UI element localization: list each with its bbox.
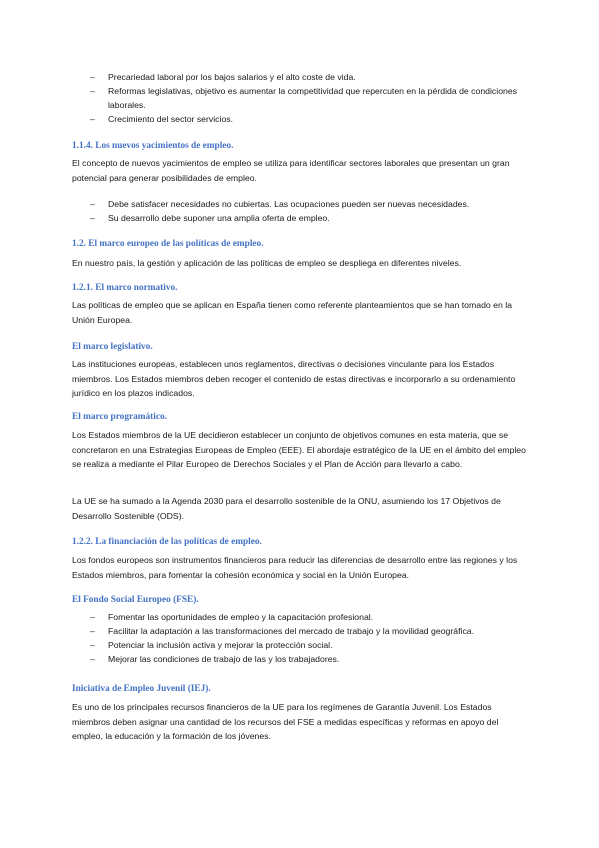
paragraph: Los Estados miembros de la UE decidieron establecer un conjunto de objetivos comunes en esta materia, que se concretaron en una Estrategias Europeas de Empleo (EEE). El abordaje estratégico de la UE en el ámbito del empleo se realiza a mediante el Pilar Europeo de Derechos Sociales y el Plan de Acción para llevarlo a cabo. bbox=[72, 430, 526, 470]
list-item-text: Reformas legislativas, objetivo es aumentar la competitividad que repercuten en la pérdida de condiciones laborales. bbox=[108, 86, 518, 110]
list-item-text: Potenciar la inclusión activa y mejorar la protección social. bbox=[108, 640, 333, 650]
list-item bbox=[72, 112, 529, 126]
section-heading: 1.2. El marco europeo de las políticas de empleo. bbox=[72, 239, 264, 249]
list-item bbox=[72, 624, 529, 638]
list-item bbox=[72, 610, 529, 624]
list-item-text: Crecimiento del sector servicios. bbox=[108, 114, 234, 124]
list-item bbox=[72, 84, 529, 112]
section-heading: El Fondo Social Europeo (FSE). bbox=[72, 595, 199, 605]
section-heading: 1.1.4. Los nuevos yacimientos de empleo. bbox=[72, 141, 234, 151]
list-item bbox=[72, 638, 529, 652]
list-item bbox=[72, 70, 529, 84]
bullet-dash: – bbox=[90, 72, 95, 82]
section-heading: El marco programático. bbox=[72, 412, 167, 422]
section-heading: El marco legislativo. bbox=[72, 342, 153, 352]
section-heading: 1.2.1. El marco normativo. bbox=[72, 283, 178, 293]
list-item-text: Precariedad laboral por los bajos salarios y el alto coste de vida. bbox=[108, 72, 356, 82]
paragraph: Las políticas de empleo que se aplican en España tienen como referente planteamientos que se han tomado en la Unión Europea. bbox=[72, 300, 512, 325]
bullet-list bbox=[72, 197, 529, 225]
bullet-list bbox=[72, 610, 529, 666]
section-heading: 1.2.2. La financiación de las políticas de empleo. bbox=[72, 537, 262, 547]
paragraph: El concepto de nuevos yacimientos de empleo se utiliza para identificar sectores laborales que presentan un gran potencial para generar posibilidades de empleo. bbox=[72, 158, 510, 183]
list-item bbox=[72, 652, 529, 666]
paragraph: Es uno de los principales recursos financieros de la UE para los regímenes de Garantía Juvenil. Los Estados miembros deben asignar una cantidad de los recursos del FSE a medidas específicas y reformas en apoyo del empleo, la educación y la formación de los jóvenes. bbox=[72, 702, 499, 742]
list-item-text: Su desarrollo debe suponer una amplia oferta de empleo. bbox=[108, 213, 330, 223]
list-item bbox=[72, 211, 529, 225]
list-item-text: Facilitar la adaptación a las transformaciones del mercado de trabajo y la movilidad geográfica. bbox=[108, 626, 475, 636]
bullet-dash: – bbox=[90, 612, 95, 622]
section-heading: Iniciativa de Empleo Juvenil (IEJ). bbox=[72, 684, 211, 694]
list-item-text: Fomentar las oportunidades de empleo y la capacitación profesional. bbox=[108, 612, 374, 622]
bullet-dash: – bbox=[90, 213, 95, 223]
bullet-dash: – bbox=[90, 654, 95, 664]
paragraph: Los fondos europeos son instrumentos financieros para reducir las diferencias de desarrollo entre las regiones y los Estados miembros, para fomentar la cohesión económica y social en la Unión Europea. bbox=[72, 555, 518, 580]
list-item bbox=[72, 197, 529, 211]
paragraph: Las instituciones europeas, establecen unos reglamentos, directivas o decisiones vinculante para los Estados miembros. Los Estados miembros deben recoger el contenido de estas directivas e incorporarlo a su ordenamiento jurídico en los plazos indicados. bbox=[72, 359, 516, 399]
bullet-list bbox=[72, 70, 529, 126]
paragraph: En nuestro país, la gestión y aplicación de las políticas de empleo se despliega en diferentes niveles. bbox=[72, 258, 462, 268]
list-item-text: Mejorar las condiciones de trabajo de las y los trabajadores. bbox=[108, 654, 340, 664]
list-item-text: Debe satisfacer necesidades no cubiertas. Las ocupaciones pueden ser nuevas necesidades. bbox=[108, 199, 470, 209]
bullet-dash: – bbox=[90, 640, 95, 650]
paragraph: La UE se ha sumado a la Agenda 2030 para el desarrollo sostenible de la ONU, asumiendo los 17 Objetivos de Desarrollo Sostenible (ODS). bbox=[72, 496, 501, 521]
bullet-dash: – bbox=[90, 199, 95, 209]
bullet-dash: – bbox=[90, 114, 95, 124]
bullet-dash: – bbox=[90, 626, 95, 636]
bullet-dash: – bbox=[90, 86, 95, 96]
